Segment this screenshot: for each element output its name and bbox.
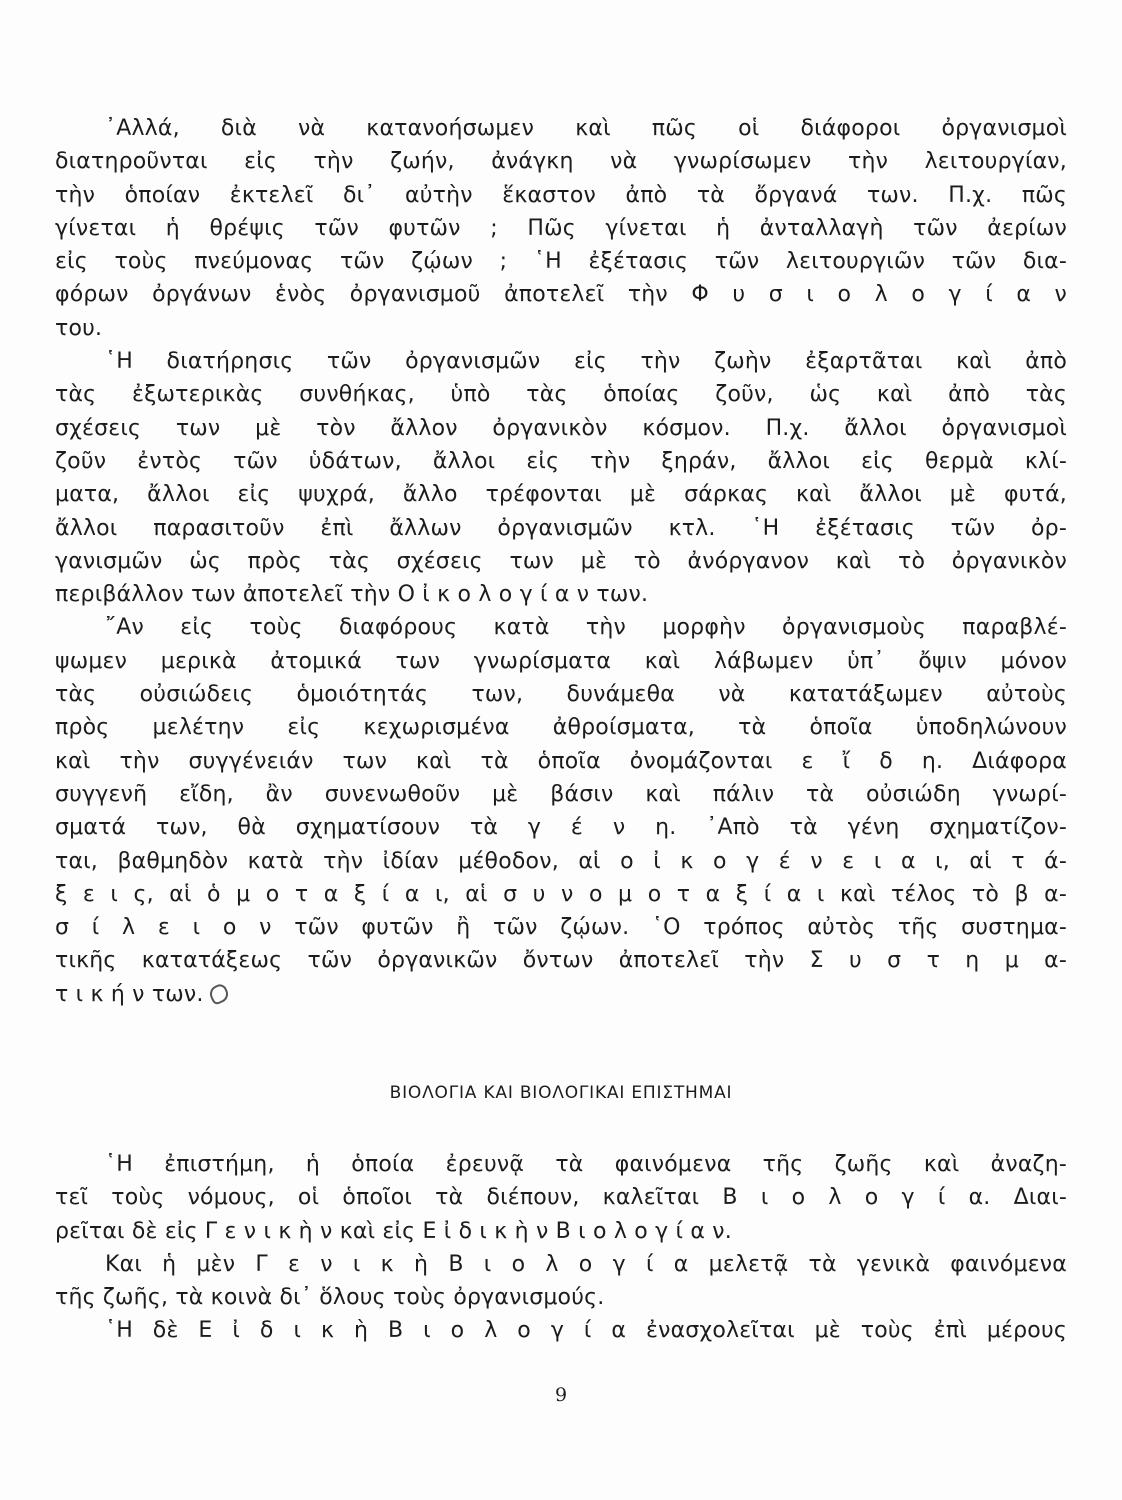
text-line-final	[55, 978, 1067, 1011]
page-number: 9	[554, 1384, 568, 1406]
text-line: ῾Η ἐπιστήμη, ἡ ὁποία ἐρευνᾷ τὰ φαινόμενα τῆς ζωῆς καὶ ἀναζη-	[105, 1152, 1067, 1177]
text-line: σματά των, θὰ σχηματίσουν τὰ γ έ ν η. ᾽Απὸ τὰ γένη σχηματίζον-	[55, 815, 1067, 841]
text-line: τῆς ζωῆς, τὰ κοινὰ δι᾽ ὅλους τοὺς ὀργανισμούς.	[55, 1285, 605, 1311]
text-line: τεῖ τοὺς νόμους, οἱ ὁποῖοι τὰ διέπουν, καλεῖται Β ι ο λ ο γ ί α. Διαι-	[55, 1185, 1067, 1211]
text-line: σχέσεις των μὲ τὸν ἄλλον ὀργανικὸν κόσμον. Π.χ. ἄλλοι ὀργανισμοὶ	[55, 415, 1067, 441]
text-line: περιβάλλον των ἀποτελεῖ τὴν Ο ἰ κ ο λ ο γ ί α ν των.	[55, 582, 649, 608]
text-line: εἰς τοὺς πνεύμονας τῶν ζῴων ; ῾Η ἐξέτασις τῶν λειτουργιῶν τῶν δια-	[55, 249, 1067, 275]
text-line: Και ἡ μὲν Γ ε ν ι κ ὴ Β ι ο λ ο γ ί α μελετᾷ τὰ γενικὰ φαινόμενα	[105, 1251, 1067, 1277]
text-line: ῾Η δὲ Ε ἰ δ ι κ ὴ Β ι ο λ ο γ ί α ἐνασχολεῖται μὲ τοὺς ἐπὶ μέρους	[105, 1318, 1067, 1344]
section-heading: ΒΙΟΛΟΓΙΑ ΚΑΙ ΒΙΟΛΟΓΙΚΑΙ ΕΠΙΣΤΗΜΑΙ	[389, 1083, 733, 1103]
text-line: σ ί λ ε ι ο ν τῶν φυτῶν ἢ τῶν ζῴων. ῾Ο τρόπος αὐτὸς τῆς συστημα-	[55, 915, 1067, 941]
text-line: φόρων ὀργάνων ἑνὸς ὀργανισμοῦ ἀποτελεῖ τὴν Φ υ σ ι ο λ ο γ ί α ν	[55, 282, 1067, 308]
text-line: γανισμῶν ὡς πρὸς τὰς σχέσεις των μὲ τὸ ἀνόργανον καὶ τὸ ὀργανικὸν	[55, 548, 1067, 574]
text-line: γίνεται ἡ θρέψις τῶν φυτῶν ; Πῶς γίνεται ἡ ἀνταλλαγὴ τῶν ἀερίων	[55, 215, 1067, 241]
text-line: ζοῦν ἐντὸς τῶν ὑδάτων, ἄλλοι εἰς τὴν ξηράν, ἄλλοι εἰς θερμὰ κλί-	[55, 448, 1067, 474]
text-line: τικῆς κατατάξεως τῶν ὀργανικῶν ὄντων ἀποτελεῖ τὴν Σ υ σ τ η μ α-	[55, 948, 1067, 974]
text-line: ρεῖται δὲ εἰς Γ ε ν ι κ ὴ ν καὶ εἰς Ε ἰ δ ι κ ὴ ν Β ι ο λ ο γ ί α ν.	[55, 1218, 732, 1244]
text-line: ἄλλοι παρασιτοῦν ἐπὶ ἄλλων ὀργανισμῶν κτλ. ῾Η ἐξέτασις τῶν ὀρ-	[55, 515, 1067, 541]
main-text	[55, 112, 1067, 1011]
text-line: συγγενῆ εἴδη, ἂν συνενωθοῦν μὲ βάσιν καὶ πάλιν τὰ οὐσιώδη γνωρί-	[55, 781, 1067, 807]
text-line: ῎Αν εἰς τοὺς διαφόρους κατὰ τὴν μορφὴν ὀργανισμοὺς παραβλέ-	[105, 615, 1067, 641]
text-line: ψωμεν μερικὰ ἀτομικά των γνωρίσματα καὶ λάβωμεν ὑπ᾽ ὄψιν μόνον	[55, 648, 1067, 674]
text-line: καὶ τὴν συγγένειάν των καὶ τὰ ὁποῖα ὀνομάζονται ε ἴ δ η. Διάφορα	[55, 748, 1067, 774]
text-line: τὴν ὁποίαν ἐκτελεῖ δι᾽ αὐτὴν ἕκαστον ἀπὸ τὰ ὄργανά των. Π.χ. πῶς	[55, 182, 1067, 208]
section-text	[55, 1148, 1067, 1348]
text-line-final-text: τ ι κ ή ν των.	[55, 981, 204, 1007]
text-line: τὰς οὐσιώδεις ὁμοιότητάς των, δυνάμεθα νὰ κατατάξωμεν αὐτοὺς	[55, 682, 1067, 708]
text-line: ξ ε ι ς, αἱ ὁ μ ο τ α ξ ί α ι, αἱ σ υ ν ο μ ο τ α ξ ί α ι καὶ τέλος τὸ β α-	[55, 881, 1067, 907]
text-line: διατηροῦνται εἰς τὴν ζωήν, ἀνάγκη νὰ γνωρίσωμεν τὴν λειτουργίαν,	[55, 149, 1067, 175]
text-line: ῾Η διατήρησις τῶν ὀργανισμῶν εἰς τὴν ζωὴν ἐξαρτᾶται καὶ ἀπὸ	[105, 349, 1067, 375]
text-line: ματα, ἄλλοι εἰς ψυχρά, ἄλλο τρέφονται μὲ σάρκας καὶ ἄλλοι μὲ φυτά,	[55, 482, 1067, 508]
text-line: πρὸς μελέτην εἰς κεχωρισμένα ἀθροίσματα, τὰ ὁποῖα ὑποδηλώνουν	[55, 715, 1067, 741]
text-line: ται, βαθμηδὸν κατὰ τὴν ἰδίαν μέθοδον, αἱ ο ἰ κ ο γ έ ν ε ι α ι, αἱ τ ά-	[55, 848, 1067, 874]
text-line: ᾽Αλλά, διὰ νὰ κατανοήσωμεν καὶ πῶς οἱ διάφοροι ὀργανισμοὶ	[105, 116, 1067, 141]
ink-mark-icon	[207, 982, 231, 1006]
text-line: τὰς ἐξωτερικὰς συνθήκας, ὑπὸ τὰς ὁποίας ζοῦν, ὡς καὶ ἀπὸ τὰς	[55, 382, 1067, 408]
text-line: του.	[55, 315, 103, 341]
